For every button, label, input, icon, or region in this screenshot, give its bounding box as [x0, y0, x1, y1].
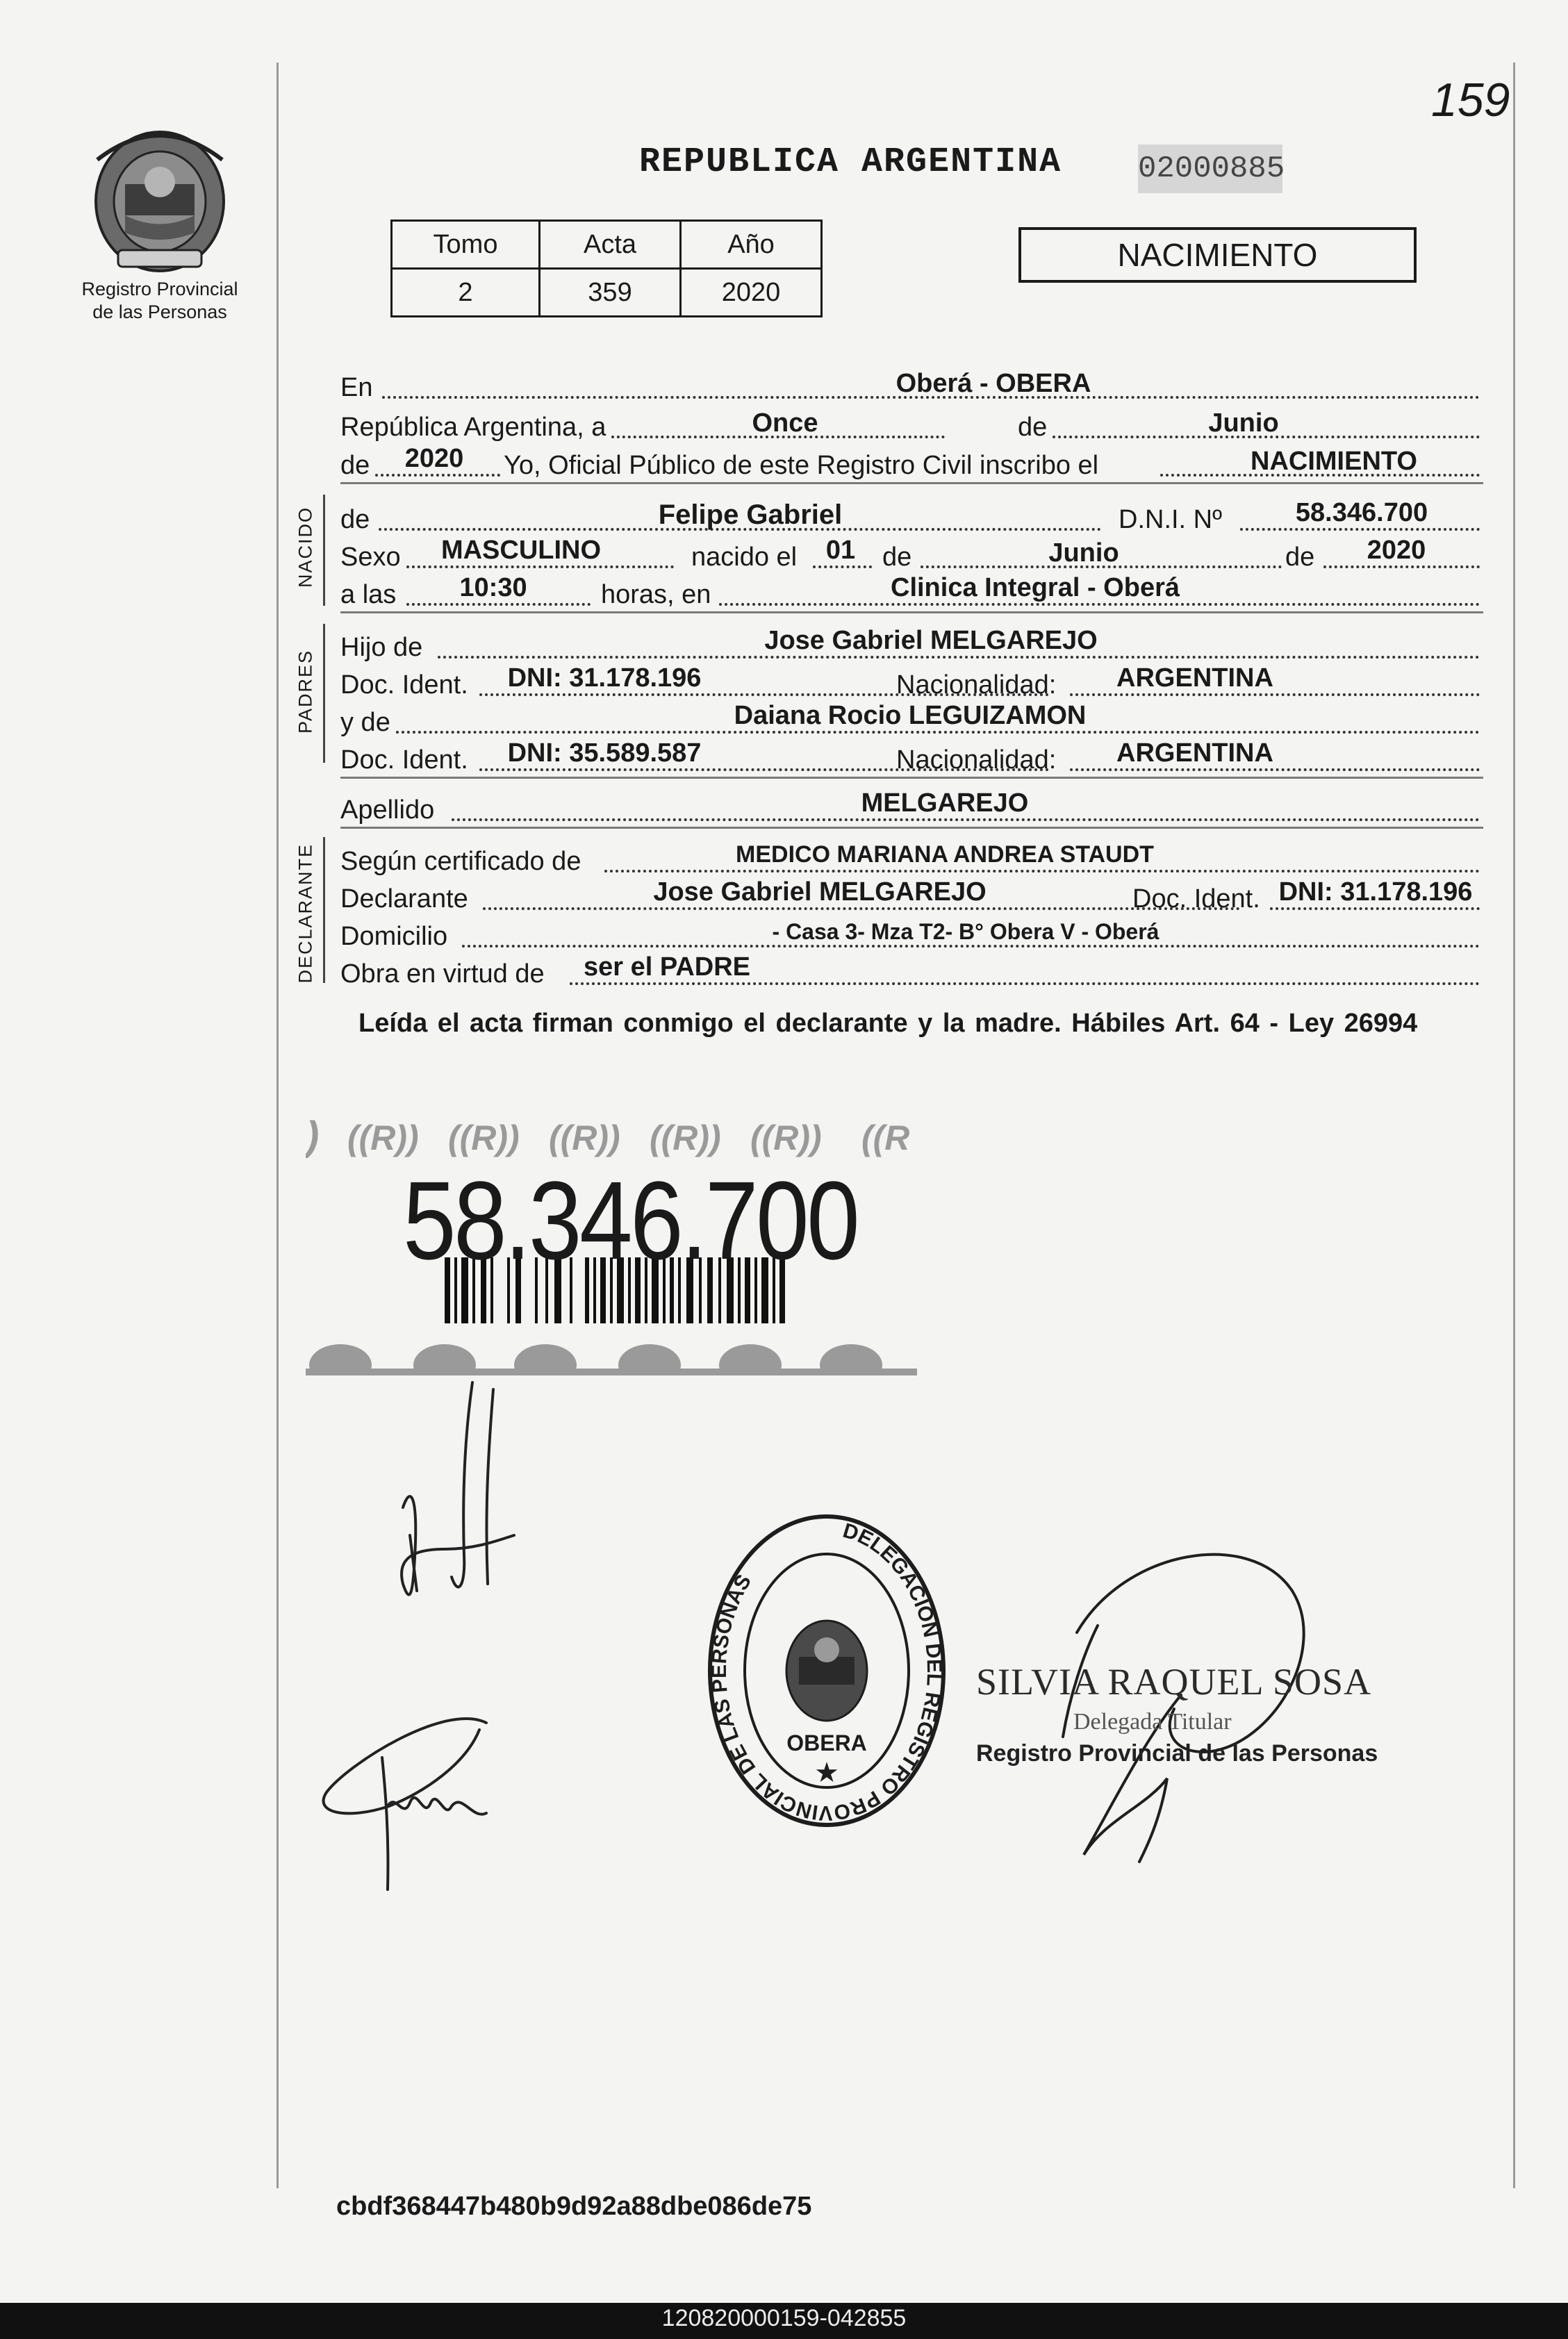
row-sexo: [340, 536, 1480, 572]
nacido-section-label: NACIDO: [295, 506, 316, 588]
padres-bracket: [323, 624, 325, 763]
horas-label: horas, en: [601, 580, 711, 609]
province-seal-logo: [83, 118, 236, 278]
separator: [340, 777, 1483, 779]
row-declarante: [340, 878, 1480, 914]
row-hora: [340, 574, 1480, 610]
dotted-line: [1240, 528, 1480, 531]
declarante-bracket: [323, 837, 325, 983]
declarante-doc-value: DNI: 31.178.196: [1278, 877, 1473, 907]
de-label: de: [1018, 413, 1048, 442]
footer-code: 120820000159-042855: [661, 2305, 907, 2331]
apellido-value: MELGAREJO: [861, 788, 1029, 818]
year-value: 2020: [404, 444, 464, 473]
father-doc-label: Doc. Ident.: [340, 670, 468, 700]
declarante-section-label: DECLARANTE: [295, 843, 316, 984]
dotted-line: [483, 907, 1240, 910]
row-oficial: [340, 445, 1480, 481]
nacido-de-label-2: de: [882, 543, 912, 572]
mother-doc-value: DNI: 35.589.587: [507, 738, 702, 768]
child-name-value: Felipe Gabriel: [658, 499, 843, 530]
row-certificado: [340, 841, 1480, 877]
row-mother-doc: [340, 739, 1480, 775]
header-acta: Acta: [540, 221, 681, 269]
official-name: SILVIA RAQUEL SOSA: [976, 1661, 1372, 1703]
row-domicilio: [340, 916, 1480, 952]
separator: [340, 827, 1483, 829]
svg-text:((R)): ((R)): [549, 1118, 620, 1157]
logo-caption: [56, 278, 264, 324]
dotted-line: [1323, 565, 1480, 568]
row-nacido-name: [340, 499, 1480, 535]
obra-value: ser el PADRE: [583, 952, 751, 982]
dotted-line: [462, 945, 1480, 948]
domicilio-label: Domicilio: [340, 922, 448, 951]
official-organization: Registro Provincial de las Personas: [976, 1740, 1378, 1767]
acta-type-box: NACIMIENTO: [1018, 227, 1417, 283]
closing-statement: Leída el acta firman conmigo el declarante y la madre. Hábiles Art. 64 - Ley 26994: [358, 1009, 1418, 1038]
mother-nat-label: Nacionalidad:: [896, 745, 1057, 775]
svg-text:((R)): ((R)): [750, 1118, 822, 1157]
document-hash: cbdf368447b480b9d92a88dbe086de75: [336, 2192, 812, 2221]
right-margin-line: [1513, 63, 1515, 2188]
svg-text:): ): [306, 1118, 320, 1159]
dotted-line: [719, 603, 1480, 606]
value-ano: 2020: [681, 269, 822, 317]
nacido-bracket: [323, 495, 325, 606]
header-tomo: Tomo: [392, 221, 540, 269]
logo-caption-line2: de las Personas: [92, 301, 227, 322]
dotted-line: [570, 982, 1480, 985]
day-text-value: Once: [752, 408, 818, 438]
dotted-line: [1070, 693, 1480, 696]
dotted-line: [1070, 768, 1480, 771]
dotted-line: [406, 603, 591, 606]
row-apellido: [340, 789, 1480, 825]
svg-text:((R)): ((R)): [347, 1118, 419, 1157]
domicilio-value: - Casa 3- Mza T2- B° Obera V - Oberá: [772, 919, 1160, 944]
page-number: 159: [1431, 74, 1510, 126]
svg-text:★: ★: [814, 1758, 839, 1788]
separator: [340, 482, 1483, 484]
birth-day-value: 01: [825, 536, 856, 565]
dotted-line: [604, 870, 1480, 873]
declarante-doc-label: Doc. Ident.: [1132, 884, 1260, 914]
inscribe-type-value: NACIMIENTO: [1251, 447, 1417, 476]
padres-section-label: PADRES: [295, 649, 316, 734]
dotted-line: [438, 656, 1480, 659]
dotted-line: [406, 565, 674, 568]
official-role: Delegada Titular: [1073, 1709, 1232, 1735]
mother-name-value: Daiana Rocio LEGUIZAMON: [734, 701, 1087, 730]
declarante-label: Declarante: [340, 884, 468, 914]
stamp-city: OBERA: [786, 1730, 867, 1755]
registry-table-header: [392, 221, 822, 269]
de-year-label: de: [340, 451, 370, 480]
dotted-line: [396, 731, 1480, 734]
row-y-de: [340, 702, 1480, 738]
logo-caption-line1: Registro Provincial: [81, 279, 238, 299]
birth-time-value: 10:30: [459, 573, 527, 602]
birth-place-value: Clinica Integral - Oberá: [891, 573, 1180, 602]
month-value: Junio: [1208, 408, 1279, 438]
svg-text:((R: ((R: [861, 1118, 910, 1157]
value-tomo: 2: [392, 269, 540, 317]
nacido-el-label: nacido el: [691, 543, 798, 572]
nacido-de-label-3: de: [1285, 543, 1315, 572]
serial-number: 02000885: [1138, 144, 1282, 193]
svg-text:((R)): ((R)): [448, 1118, 520, 1157]
row-hijo-de: [340, 627, 1480, 663]
father-name-value: Jose Gabriel MELGAREJO: [764, 626, 1098, 655]
dni-label: D.N.I. Nº: [1119, 505, 1222, 534]
cert-label: Según certificado de: [340, 847, 581, 876]
dotted-line: [1270, 907, 1480, 910]
obra-label: Obra en virtud de: [340, 959, 545, 989]
father-nat-label: Nacionalidad:: [896, 670, 1057, 700]
left-margin-line: [277, 63, 279, 2188]
row-obra: [340, 953, 1480, 989]
value-acta: 359: [540, 269, 681, 317]
father-nat-value: ARGENTINA: [1116, 663, 1273, 693]
sexo-label: Sexo: [340, 543, 401, 572]
oficial-text: Yo, Oficial Público de este Registro Civil inscribo el: [504, 451, 1099, 480]
stamp-ring-text: DELEGACION DEL REGISTRO PROVINCIAL DE LAS PERSONAS: [707, 1519, 946, 1825]
child-dni-value: 58.346.700: [1295, 498, 1428, 527]
a-las-label: a las: [340, 580, 397, 609]
registry-table: [390, 220, 823, 317]
birth-month-value: Junio: [1048, 538, 1119, 568]
registry-table-values: [392, 269, 822, 317]
cert-value: MEDICO MARIANA ANDREA STAUDT: [736, 841, 1154, 868]
y-de-label: y de: [340, 708, 390, 737]
apellido-label: Apellido: [340, 795, 435, 825]
mother-nat-value: ARGENTINA: [1116, 738, 1273, 768]
dotted-line: [452, 818, 1480, 821]
row-republica: [340, 406, 1480, 443]
mother-doc-label: Doc. Ident.: [340, 745, 468, 775]
en-label: En: [340, 373, 373, 402]
hijo-de-label: Hijo de: [340, 633, 423, 662]
separator: [340, 611, 1483, 613]
row-en: [340, 367, 1480, 403]
father-doc-value: DNI: 31.178.196: [507, 663, 702, 693]
row-father-doc: [340, 664, 1480, 700]
declarant-signature: [306, 1375, 528, 1917]
barcode-number: 58.346.700: [403, 1158, 858, 1282]
declarante-name-value: Jose Gabriel MELGAREJO: [653, 877, 987, 907]
official-stamp: [702, 1507, 952, 1841]
republica-label: República Argentina, a: [340, 413, 606, 442]
dotted-line: [375, 474, 500, 477]
dotted-line: [813, 565, 872, 568]
document-title: REPUBLICA ARGENTINA: [639, 142, 1062, 182]
header-ano: Año: [681, 221, 822, 269]
nacido-de-label: de: [340, 505, 370, 534]
place-value: Oberá - OBERA: [896, 369, 1091, 398]
birth-year-value: 2020: [1367, 536, 1426, 565]
svg-text:((R)): ((R)): [650, 1118, 721, 1157]
sexo-value: MASCULINO: [440, 536, 602, 565]
